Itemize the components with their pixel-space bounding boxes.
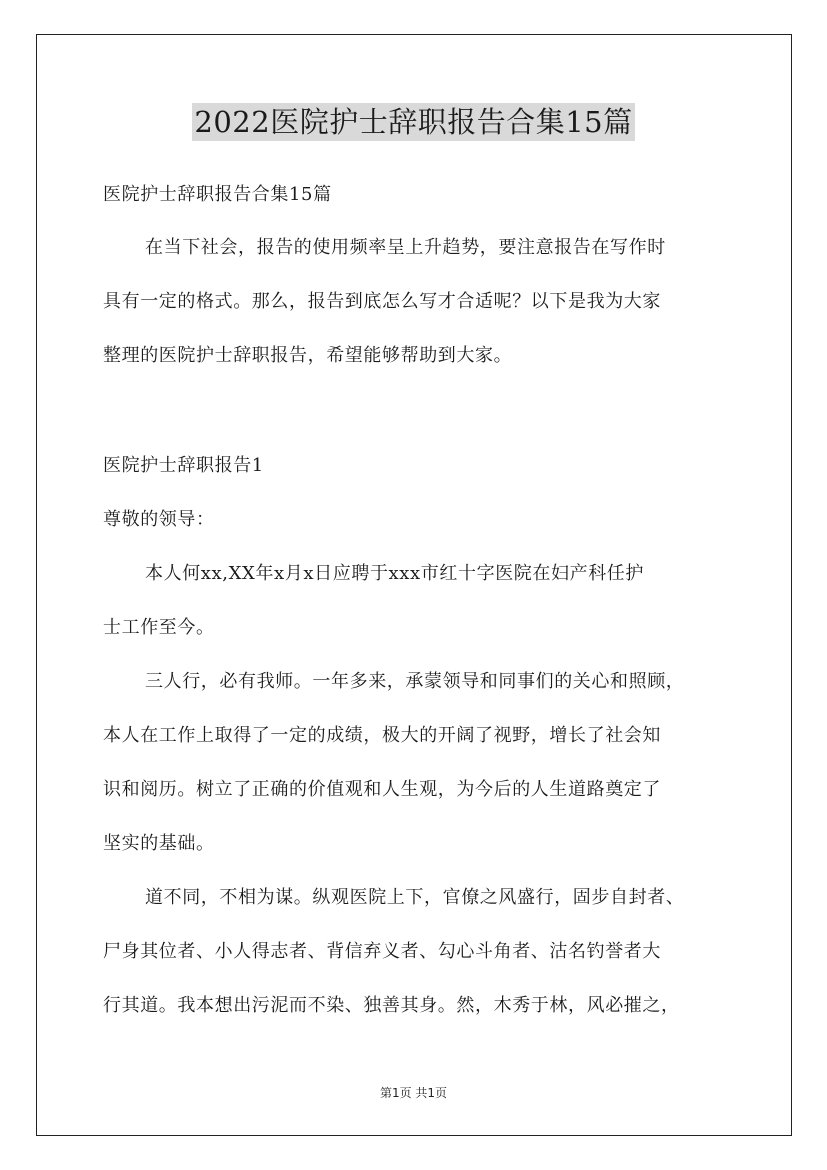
document-subtitle: 医院护士辞职报告合集15篇 — [103, 184, 332, 205]
intro-line-2: 具有一定的格式。那么，报告到底怎么写才合适呢？以下是我为大家 — [103, 291, 661, 312]
paragraph3-line-3: 行其道。我本想出污泥而不染、独善其身。然，木秀于林，风必摧之， — [103, 995, 680, 1016]
paragraph3-line-1: 道不同，不相为谋。纵观医院上下，官僚之风盛行，固步自封者、 — [145, 887, 685, 908]
document-title — [0, 102, 827, 142]
section-heading: 医院护士辞职报告1 — [103, 455, 264, 476]
paragraph1-line-2: 士工作至今。 — [103, 617, 215, 638]
intro-line-1: 在当下社会，报告的使用频率呈上升趋势，要注意报告在写作时 — [145, 237, 666, 258]
salutation: 尊敬的领导： — [103, 509, 215, 530]
document-title-text: 2022医院护士辞职报告合集15篇 — [194, 105, 633, 139]
paragraph1-line-1: 本人何xx,XX年x月x日应聘于xxx市红十字医院在妇产科任护 — [145, 563, 645, 584]
paragraph2-line-2: 本人在工作上取得了一定的成绩，极大的开阔了视野，增长了社会知 — [103, 725, 661, 746]
intro-line-3: 整理的医院护士辞职报告，希望能够帮助到大家。 — [103, 345, 513, 366]
paragraph2-line-1: 三人行，必有我师。一年多来，承蒙领导和同事们的关心和照顾， — [145, 671, 685, 692]
paragraph3-line-2: 尸身其位者、小人得志者、背信弃义者、勾心斗角者、沽名钓誉者大 — [103, 941, 661, 962]
paragraph2-line-3: 识和阅历。树立了正确的价值观和人生观，为今后的人生道路奠定了 — [103, 779, 661, 800]
page-footer: 第1页 共1页 — [379, 1086, 448, 1100]
paragraph2-line-4: 坚实的基础。 — [103, 833, 215, 854]
